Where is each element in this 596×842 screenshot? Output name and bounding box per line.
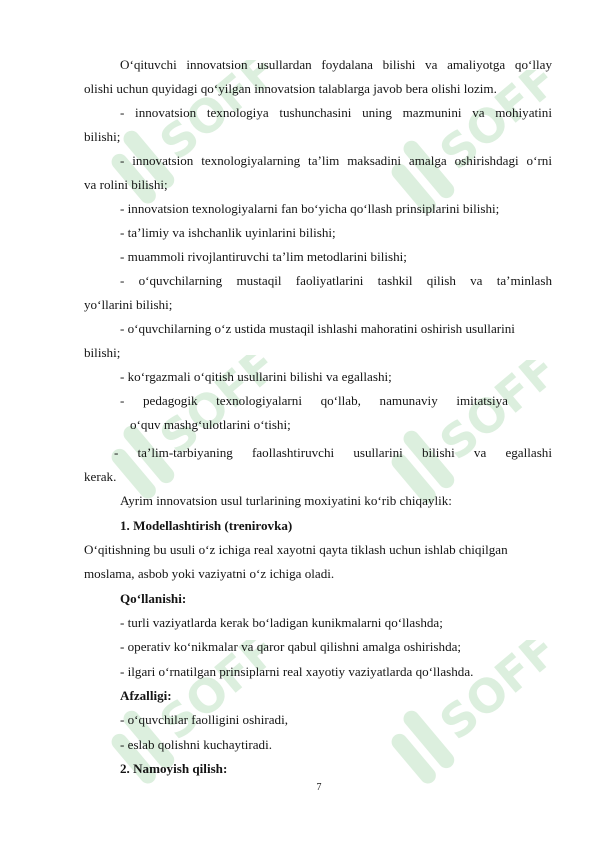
list-item: - o‘quvchilar faolligini oshiradi, [120,712,288,727]
svg-text:SOFF: SOFF [149,355,268,466]
svg-text:SOFF: SOFF [429,360,548,471]
paragraph-line: O‘qituvchi innovatsion usullardan foydalana bilishi va amaliyotga qo‘llay [120,57,552,72]
list-item: - ko‘rgazmali o‘qitish usullarini bilishi va egallashi; [120,369,392,384]
paragraph-line: O‘qitishning bu usuli o‘z ichiga real xayotni qayta tiklash uchun ishlab chiqilgan [84,542,508,557]
list-item: - innovatsion texnologiyalarni fan bo‘yicha qo‘llash prinsiplarini bilishi; [120,201,500,216]
svg-text:SOFF: SOFF [429,70,548,181]
paragraph-line: o‘quv mashg‘ulotlarini o‘tishi; [130,417,291,432]
paragraph-line: Ayrim innovatsion usul turlarining moxiyatini ko‘rib chiqaylik: [120,493,452,508]
list-item: - ilgari o‘rnatilgan prinsiplarni real xayotiy vaziyatlarda qo‘llashda. [120,664,474,679]
section-heading: 1. Modellashtirish (trenirovka) [120,518,293,533]
list-item: - innovatsion texnologiya tushunchasini uning mazmunini va mohiyatini [120,105,552,120]
svg-text:SOFF: SOFF [149,640,268,751]
subheading: Qo‘llanishi: [120,591,187,606]
list-item: - o‘quvchilarning o‘z ustida mustaqil ishlashi mahoratini oshirish usullarini [120,321,515,336]
list-item: - o‘quvchilarning mustaqil faoliyatlarini tashkil qilish va ta’minlash [120,273,552,288]
list-item: - ta’lim-tarbiyaning faollashtiruvchi usullarini bilishi va egallashi [114,445,552,460]
paragraph-line: bilishi; [84,129,121,144]
section-heading: 2. Namoyish qilish: [120,761,228,776]
list-item: - turli vaziyatlarda kerak bo‘ladigan kunikmalarni qo‘llashda; [120,615,443,630]
page-number: 7 [316,782,322,793]
paragraph-line: bilishi; [84,345,121,360]
soff-watermark-icon [368,360,548,510]
list-item: - muammoli rivojlantiruvchi ta’lim metodlarini bilishi; [120,249,407,264]
svg-text:SOFF: SOFF [429,640,548,751]
list-item: - eslab qolishni kuchaytiradi. [120,737,272,752]
subheading: Afzalligi: [120,688,172,703]
list-item: - ta’limiy va ishchanlik uyinlarini bilishi; [120,225,336,240]
paragraph-line: yo‘llarini bilishi; [84,297,173,312]
paragraph-line: moslama, asbob yoki vaziyatni o‘z ichiga oladi. [84,566,335,581]
paragraph-line: kerak. [84,469,117,484]
list-item: - pedagogik texnologiyalarni qo‘llab, namunaviy imitatsiya [120,393,508,408]
paragraph-line: olishi uchun quyidagi qo‘yilgan innovatsion talablarga javob bera olishi lozim. [84,81,497,96]
list-item: - innovatsion texnologiyalarning ta’lim maksadini amalga oshirishdagi o‘rni [120,153,552,168]
paragraph-line: va rolini bilishi; [84,177,168,192]
soff-watermark-icon [368,640,548,790]
svg-text:SOFF: SOFF [149,60,268,171]
list-item: - operativ ko‘nikmalar va qaror qabul qilishni amalga oshirishda; [120,639,462,654]
